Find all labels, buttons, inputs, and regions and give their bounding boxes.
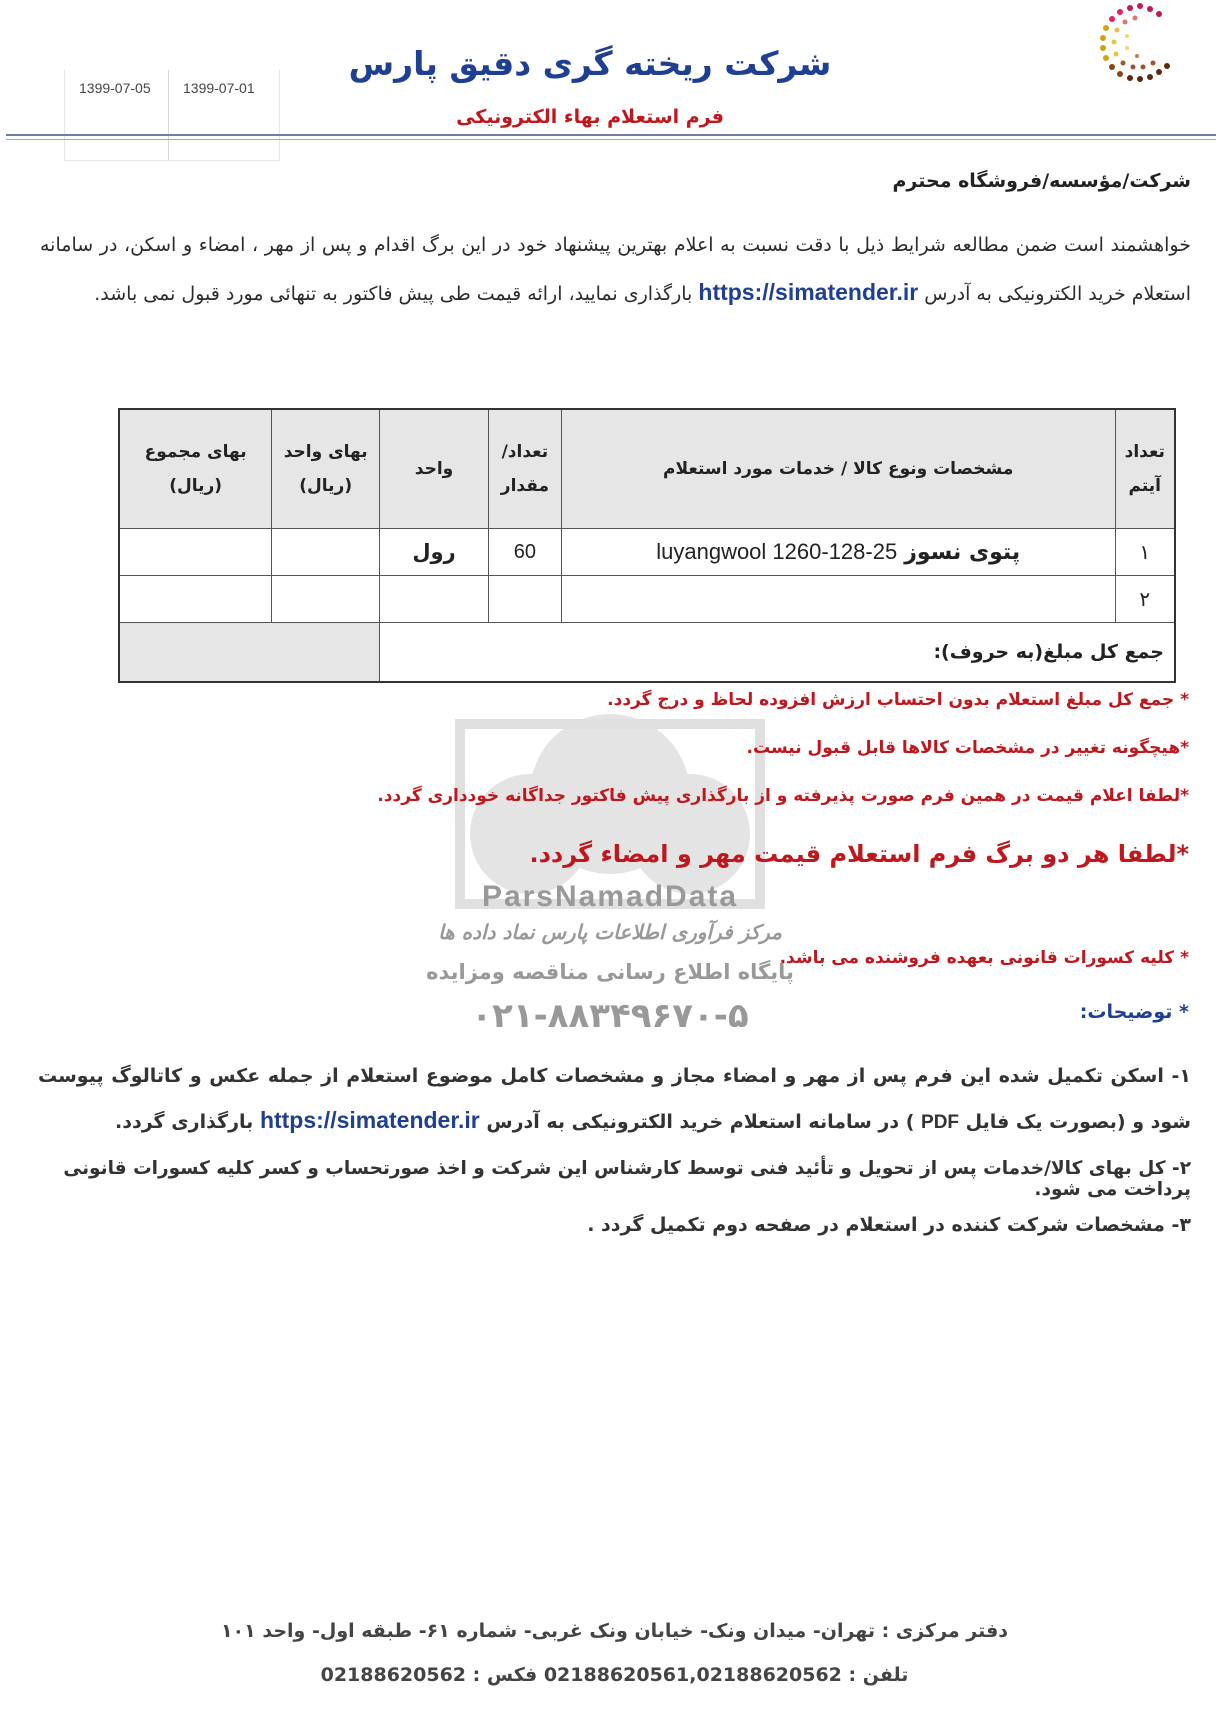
cell-item-no: ۱ [1115,529,1175,576]
salutation: شرکت/مؤسسه/فروشگاه محترم [892,170,1191,192]
header-rule-thin [6,139,1216,140]
cell-description [561,529,1115,576]
intro-text-1: خواهشمند است ضمن مطالعه شرایط ذیل با دقت نسبت به اعلام بهترین پیشنهاد خود در این برگ اقدام و پس از مهر ، امضاء و اسکن، در سامانه استعلام خرید الکترونیکی به آدرس [40,234,1191,305]
header-description: مشخصات ونوع کالا / خدمات مورد استعلام [561,409,1115,529]
cell-total-price[interactable] [119,576,272,623]
cell-quantity[interactable] [488,576,561,623]
description-item-1 [38,1054,1191,1145]
d1-text-2: ) در سامانه استعلام خرید الکترونیکی به آدرس [479,1111,922,1133]
footer-address: دفتر مرکزی : تهران- میدان ونک- خیابان ونک غربی- شماره ۶۱- طبقه اول- واحد ۱۰۱ [220,1620,1009,1642]
date-start: 1399-07-01 [183,80,255,96]
d1-pdf: PDF [921,1112,960,1133]
table-header-row [119,409,1175,529]
table-row [119,529,1175,576]
header-rule [6,134,1216,136]
cell-quantity: 60 [488,529,561,576]
header-unit: واحد [380,409,489,529]
cell-total-price[interactable] [119,529,272,576]
watermark-brand: ParsNamadData [481,880,739,913]
cell-description[interactable] [561,576,1115,623]
note-deductions: * کلیه کسورات قانونی بعهده فروشنده می باشد. [779,948,1189,968]
descriptions-title: * توضیحات: [1079,1001,1189,1023]
form-title: فرم استعلام بهاء الکترونیکی [456,106,724,128]
description-item-2: ۲- کل بهای کالا/خدمات پس از تحویل و تأئید فنی توسط کارشناس این شرکت و اخذ صورتحساب و کسر کلیه کسورات قانونی پرداخت می شود. [63,1158,1191,1200]
total-label: جمع کل مبلغ(به حروف): [380,623,1175,683]
company-name: شرکت ریخته گری دقیق پارس [348,44,832,83]
header-unit-price: بهای واحد (ریال) [272,409,380,529]
footer-phones: تلفن : 02188620561,02188620562 فکس : 02188620562 [320,1664,909,1686]
cell-unit: رول [380,529,489,576]
note-same-form: *لطفا اعلام قیمت در همین فرم صورت پذیرفته و از بارگذاری پیش فاکتور جداگانه خودداری گردد. [377,786,1189,806]
note-no-change: *هیچگونه تغییر در مشخصات کالاها قابل قبول نیست. [746,738,1189,758]
watermark-phone: ۰۲۱-۸۸۳۴۹۶۷۰-۵ [471,996,749,1036]
header-quantity: تعداد/ مقدار [488,409,561,529]
watermark-line1: مرکز فرآوری اطلاعات پارس نماد داده ها [438,920,782,944]
d1-text-3: بارگذاری گردد. [115,1111,260,1133]
note-vat: * جمع کل مبلغ استعلام بدون احتساب ارزش افزوده لحاظ و درج گردد. [607,690,1189,710]
cell-unit-price[interactable] [272,576,380,623]
cell-unit-price[interactable] [272,529,380,576]
cell-unit[interactable] [380,576,489,623]
note-sign-both: *لطفا هر دو برگ فرم استعلام قیمت مهر و امضاء گردد. [529,840,1189,868]
header-item-no: تعداد آیتم [1115,409,1175,529]
header-total-price: بهای مجموع (ریال) [119,409,272,529]
table-row [119,576,1175,623]
watermark-line2: پایگاه اطلاع رسانی مناقصه ومزایده [426,960,794,984]
cell-description-fa: پتوی نسوز [904,540,1021,565]
intro-url-link[interactable]: https://simatender.ir [698,279,919,305]
intro-text-2: بارگذاری نمایید، ارائه قیمت طی پیش فاکتور به تنهائی مورد قبول نمی باشد. [94,283,699,305]
cell-item-no: ۲ [1115,576,1175,623]
date-divider [168,70,169,160]
cell-description-code: luyangwool 1260-128-25 [656,539,898,564]
items-table [118,408,1176,683]
d1-text-1: ۱- اسکن تکمیل شده این فرم پس از مهر و امضاء مجاز و مشخصات کامل موضوع استعلام از جمله عکس و کاتالوگ پیوست شود و (بصورت یک فایل [38,1065,1191,1133]
d1-url-link[interactable]: https://simatender.ir [259,1107,480,1133]
total-row [119,623,1175,683]
company-logo [1085,0,1175,92]
date-end: 1399-07-05 [79,80,151,96]
intro-paragraph [40,222,1191,318]
date-box [64,70,280,161]
total-amount-cell[interactable] [119,623,380,683]
description-item-3: ۳- مشخصات شرکت کننده در استعلام در صفحه دوم تکمیل گردد . [587,1214,1191,1236]
